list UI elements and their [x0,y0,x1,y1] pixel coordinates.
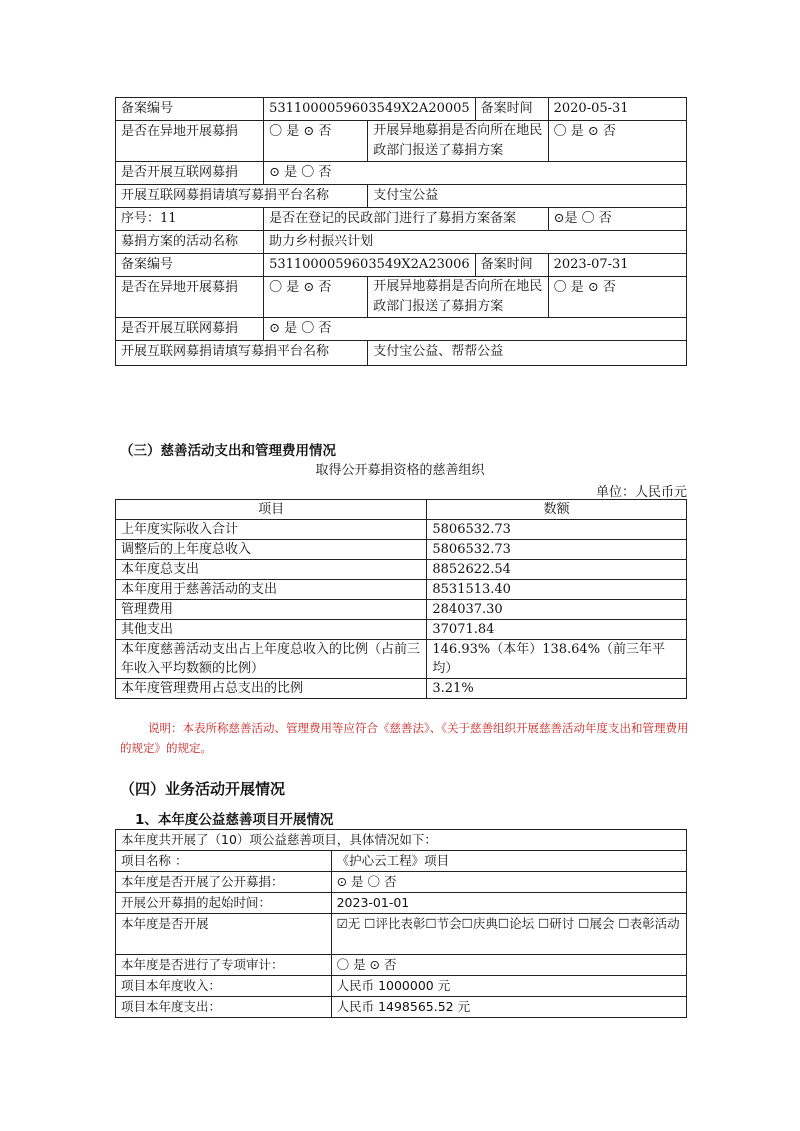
table-row [116,98,687,121]
remote-fundraising-value: 〇 是 ⊙ 否 [264,121,368,162]
table-row [116,872,687,893]
row-label: 管理费用 [116,600,427,620]
remote-report-value: 〇 是 ⊙ 否 [548,121,686,162]
row-label: 本年度慈善活动支出占上年度总收入的比例（占前三年收入平均数额的比例） [116,640,427,679]
row-value: 《护心云工程》项目 [331,851,686,872]
column-header-item: 项目 [116,500,427,520]
online-fundraising-label: 是否开展互联网募捐 [116,318,264,341]
activity-name-label: 募捐方案的活动名称 [116,231,264,254]
table-row [116,976,687,997]
table-row [116,520,687,540]
table-row [116,341,687,366]
row-value: ☑无 ☐评比表彰☐节会☐庆典☐论坛 ☐研讨 ☐展会 ☐表彰活动 [331,914,686,955]
row-value: 284037.30 [427,600,687,620]
explanatory-note: 说明：本表所称慈善活动、管理费用等应符合《慈善法》、《关于慈善组织开展慈善活动年度支出和管理费用的规定》的规定。 [120,721,689,755]
row-label: 本年度总支出 [116,560,427,580]
project-table [115,829,687,1018]
section-4-1-subtitle: 1、本年度公益慈善项目开展情况 [135,812,334,828]
table-row [116,955,687,976]
table-row [116,893,687,914]
table-row [116,277,687,318]
row-label: 开展公开募捐的起始时间： [116,893,332,914]
table-row [116,851,687,872]
row-label: 其他支出 [116,620,427,640]
online-fundraising-value: ⊙ 是 〇 否 [264,318,687,341]
row-value: 146.93%（本年）138.64%（前三年平均） [427,640,687,679]
table-row [116,830,687,851]
serial-number: 序号：11 [116,208,264,231]
row-value: 8531513.40 [427,580,687,600]
row-value: 5806532.73 [427,540,687,560]
table-row [116,254,687,277]
plan-filing-value: ⊙是 〇 否 [548,208,686,231]
table-row [116,208,687,231]
row-label: 项目本年度收入： [116,976,332,997]
currency-unit: 单位：人民币元 [595,485,687,500]
project-intro: 本年度共开展了（10）项公益慈善项目，具体情况如下： [116,830,687,851]
table-row [116,640,687,679]
table-row [116,121,687,162]
filing-number-value: 5311000059603549X2A20005 [264,98,476,121]
filing-time-value: 2023-07-31 [548,254,686,277]
remote-fundraising-value: 〇 是 ⊙ 否 [264,277,368,318]
row-label: 上年度实际收入合计 [116,520,427,540]
row-label: 本年度是否开展了公开募捐： [116,872,332,893]
filing-time-value: 2020-05-31 [548,98,686,121]
row-label: 本年度管理费用占总支出的比例 [116,679,427,699]
row-label: 本年度用于慈善活动的支出 [116,580,427,600]
remote-report-label: 开展异地募捐是否向所在地民政部门报送了募捐方案 [368,121,548,162]
platform-name-label: 开展互联网募捐请填写募捐平台名称 [116,341,368,366]
table-row [116,620,687,640]
online-fundraising-label: 是否开展互联网募捐 [116,162,264,185]
remote-fundraising-label: 是否在异地开展募捐 [116,121,264,162]
online-fundraising-value: ⊙ 是 〇 否 [264,162,687,185]
table-row [116,914,687,955]
table-row [116,318,687,341]
filing-number-label: 备案编号 [116,98,264,121]
filing-time-label: 备案时间 [475,254,548,277]
table-row [116,679,687,699]
row-label: 调整后的上年度总收入 [116,540,427,560]
table-row [116,997,687,1018]
row-value: 3.21% [427,679,687,699]
section-3-title: （三）慈善活动支出和管理费用情况 [120,443,336,459]
table-row [116,185,687,208]
row-label: 项目名称 ： [116,851,332,872]
row-label: 本年度是否开展 [116,914,332,955]
table-row [116,540,687,560]
row-value: ⊙ 是 〇 否 [331,872,686,893]
table-row [116,580,687,600]
row-value: 人民币 1498565.52 元 [331,997,686,1018]
activity-name-value: 助力乡村振兴计划 [264,231,687,254]
plan-filing-label: 是否在登记的民政部门进行了募捐方案备案 [264,208,549,231]
row-value: 〇 是 ⊙ 否 [331,955,686,976]
row-value: 人民币 1000000 元 [331,976,686,997]
row-label: 项目本年度支出： [116,997,332,1018]
table-row [116,231,687,254]
platform-name-label: 开展互联网募捐请填写募捐平台名称 [116,185,368,208]
row-value: 37071.84 [427,620,687,640]
table-header-row [116,500,687,520]
table-row [116,600,687,620]
fundraising-filing-table [115,97,687,366]
expenditure-table [115,499,687,699]
organization-type: 取得公开募捐资格的慈善组织 [315,463,485,478]
filing-number-label: 备案编号 [116,254,264,277]
platform-name-value: 支付宝公益 [368,185,687,208]
remote-report-label: 开展异地募捐是否向所在地民政部门报送了募捐方案 [368,277,548,318]
column-header-amount: 数额 [427,500,687,520]
platform-name-value: 支付宝公益、帮帮公益 [368,341,687,366]
table-row [116,162,687,185]
section-4-title: （四）业务活动开展情况 [120,780,286,798]
table-row [116,560,687,580]
row-value: 2023-01-01 [331,893,686,914]
remote-fundraising-label: 是否在异地开展募捐 [116,277,264,318]
filing-number-value: 5311000059603549X2A23006 [264,254,476,277]
row-label: 本年度是否进行了专项审计： [116,955,332,976]
remote-report-value: 〇 是 ⊙ 否 [548,277,686,318]
filing-time-label: 备案时间 [475,98,548,121]
row-value: 5806532.73 [427,520,687,540]
row-value: 8852622.54 [427,560,687,580]
